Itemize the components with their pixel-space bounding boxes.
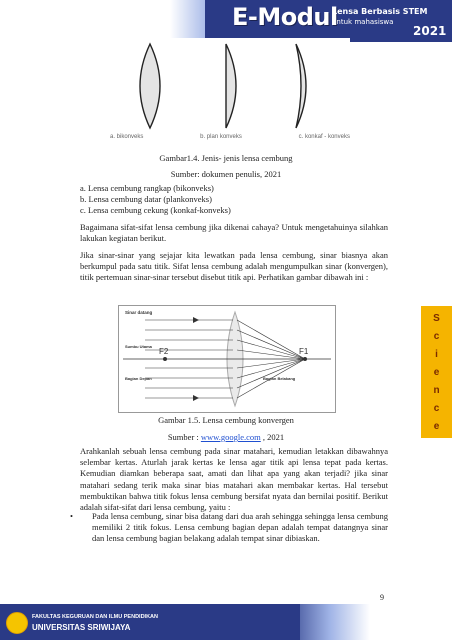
concave-convex-lens-shape [296,44,306,128]
list-item: b. Lensa cembung datar (plankonveks) [80,194,212,204]
lens-types-figure [110,38,350,146]
page-footer [0,604,452,640]
list-item: a. Lensa cembung rangkap (bikonveks) [80,183,214,193]
converging-lens-diagram [119,306,335,412]
lens-label-b: b. plan konveks [200,134,242,140]
incident-ray-label: Sinar datang [125,310,153,315]
page-number: 9 [380,593,384,602]
focal-point-f2 [163,357,167,361]
side-letter: c [433,403,440,414]
f1-label: F1 [299,347,309,356]
plano-convex-lens-shape [226,44,236,128]
bullet-dot-icon: • [70,511,73,521]
side-letter: c [433,331,440,342]
axis-label: Sumbu Utama [125,344,152,349]
figure2-caption: Gambar 1.5. Lensa cembung konvergen [158,415,294,425]
bullet-item [70,511,388,545]
side-letter: e [433,421,440,432]
page-header [0,0,452,42]
university-name: UNIVERSITAS SRIWIJAYA [32,623,131,632]
source-prefix: Sumber : [167,432,201,442]
side-letter: e [433,367,440,378]
university-logo-icon [6,612,28,634]
converging-lens-figure [118,305,336,413]
bullet-text: Pada lensa cembung, sinar bisa datang dari dua arah sehingga sehingga lensa cembung memiliki 2 titik fokus. Lensa cembung bagian depan adalah tempat datangnya sinar dan lensa cembung bagian belakang adalah tempat sinar dibiaskan. [92,511,388,544]
front-label: Bagian Depan [125,376,152,381]
paragraph-question: Bagaimana sifat-sifat lensa cembung jika dikenai cahaya? Untuk mengetahuinya silahkan lakukan kegiatan berikut. [80,222,388,244]
side-letter: n [433,385,440,396]
lens-labels [110,134,350,140]
figure1-source: Sumber: dokumen penulis, 2021 [170,169,282,179]
figure2-source [0,432,452,442]
lens-types-illustration [110,38,350,134]
list-item: c. Lensa cembung cekung (konkaf-konveks) [80,205,231,215]
paragraph-convergence: Jika sinar-sinar yang sejajar kita lewatkan pada lensa cembung, sinar biasnya akan berkumpul pada satu titik. Sifat lensa cembung adalah mengumpulkan sinar (konvergen), titik pertemuan sinar-sinar tersebut disebut titik api. Perhatikan gambar dibawah ini : [80,250,388,283]
faculty-name: FAKULTAS KEGURUAN DAN ILMU PENDIDIKAN [32,614,158,620]
back-label: Bagian Belakang [263,376,296,381]
lens-label-a: a. bikonveks [110,134,144,140]
science-side-tab [421,306,452,438]
biconvex-lens-shape [140,44,160,128]
paragraph-experiment: Arahkanlah sebuah lensa cembung pada sinar matahari, kemudian letakkan dibawahnya selembar kertas. Aturlah jarak kertas ke lensa agar titik api lensa tepat pada kertas. Kemudian diamkan beberapa saat, amati dan lihat apa yang akan terjadi? jika sinar matahari sedang terik maka sinar bias matahari akan membakar kertas. Hal tersebut membuktikan bahwa titik fokus lensa cembung bersifat nyata dan bernilai positif. Berikut adalah sifat-sifat dari lensa cembung, yaitu : [80,446,388,513]
footer-band [0,604,300,640]
side-letter: S [433,313,440,324]
brand-subtitle: Lensa Berbasis STEM [332,7,428,16]
focal-point-f1 [303,357,307,361]
year-label: 2021 [413,24,447,38]
lens-label-c: c. konkaf - konveks [298,134,350,140]
figure1-caption: Gambar1.4. Jenis- jenis lensa cembung [159,153,293,163]
lens-type-list [80,183,231,216]
source-suffix: , 2021 [260,432,285,442]
brand-audience: untuk mahasiswa [332,18,394,26]
side-letter: i [435,349,438,360]
brand-title: E-Modul [232,3,338,31]
source-link[interactable]: www.google.com [200,432,261,442]
f2-label: F2 [159,347,169,356]
